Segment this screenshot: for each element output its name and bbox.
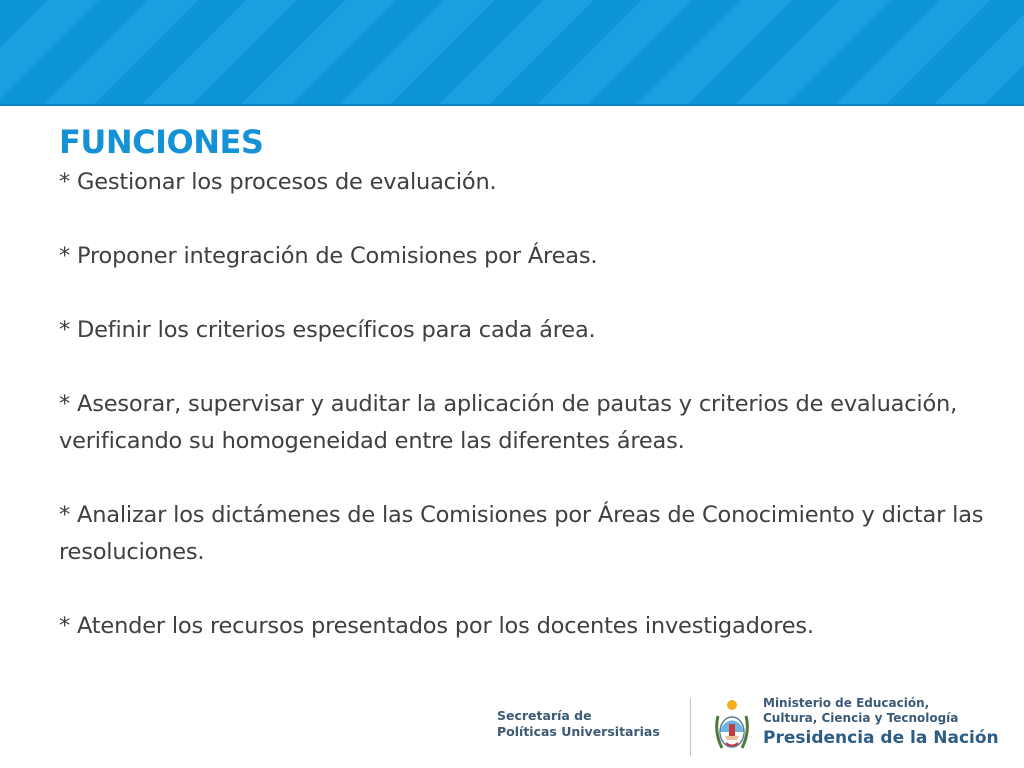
secretaria-logo-text [497, 708, 660, 740]
ministerio-line-1: Ministerio de Educación, [763, 696, 930, 710]
escudo-nacional-icon [712, 696, 752, 756]
ministerio-line-2: Cultura, Ciencia y Tecnología [763, 710, 959, 725]
secretaria-line-2: Políticas Universitarias [497, 724, 660, 739]
slide-content [59, 120, 989, 645]
secretaria-line-1: Secretaría de [497, 708, 592, 723]
presidencia-text: Presidencia de la Nación [763, 728, 999, 748]
list-item: * Gestionar los procesos de evaluación. [59, 169, 497, 195]
slide-title: FUNCIONES [59, 123, 264, 161]
list-item: * Analizar los dictámenes de las Comisiones por Áreas de Conocimiento y dictar las resoluciones. [59, 502, 984, 565]
list-item: * Asesorar, supervisar y auditar la aplicación de pautas y criterios de evaluación, verificando su homogeneidad entre las diferentes áreas. [59, 391, 958, 454]
footer [0, 690, 1024, 768]
footer-divider [690, 698, 691, 756]
list-item: * Definir los criterios específicos para cada área. [59, 317, 596, 343]
functions-list [59, 164, 989, 645]
ministerio-text [763, 696, 958, 725]
list-item: * Proponer integración de Comisiones por Áreas. [59, 243, 598, 269]
header-banner [0, 0, 1024, 106]
list-item: * Atender los recursos presentados por los docentes investigadores. [59, 613, 814, 639]
